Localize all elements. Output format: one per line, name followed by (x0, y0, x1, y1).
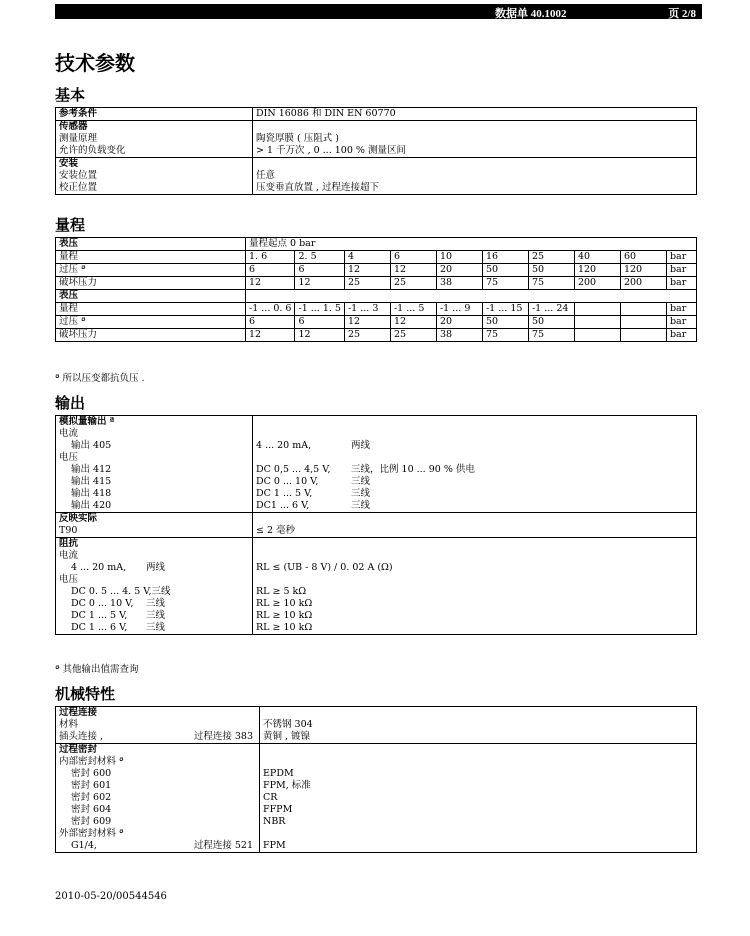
range-cell: 12 (344, 316, 390, 329)
span-label: 量程 (56, 251, 246, 264)
range-cell: 25 (528, 251, 574, 264)
imp-v1-wire: 三线 (151, 586, 171, 597)
imp-v2-value: RL ≥ 10 kΩ (256, 598, 313, 609)
page-number: 页 2/8 (668, 8, 696, 20)
range-cell: -1 ... 15 (482, 303, 528, 316)
range-cell: 6 (295, 264, 344, 277)
load-label: 允许的负载变化 (59, 145, 126, 156)
imp-v3: DC 1 ... 5 V, (71, 610, 128, 621)
range-cell: 12 (246, 329, 295, 342)
gauge-start: 量程起点 0 bar (246, 238, 697, 251)
range-cell: 20 (436, 264, 482, 277)
range-cell (574, 329, 620, 342)
unit-cell: bar (666, 264, 696, 277)
seal-600-value: EPDM (263, 768, 294, 779)
imp-v4: DC 1 ... 6 V, (71, 622, 128, 633)
range-cell: 2. 5 (295, 251, 344, 264)
range-cell: -1 ... 1. 5 (295, 303, 344, 316)
range-cell: 20 (436, 316, 482, 329)
seal-label: 过程密封 (59, 744, 98, 755)
plug-value: 黄铜 , 镀镍 (263, 731, 311, 742)
range-cell: 50 (482, 316, 528, 329)
over-label: 过压 ª (56, 316, 246, 329)
unit-cell: bar (666, 277, 696, 290)
unit-cell: bar (666, 329, 696, 342)
sensor-label: 传感器 (59, 121, 88, 132)
range-cell: 25 (344, 277, 390, 290)
range-cell: 50 (482, 264, 528, 277)
g14-conn: 过程连接 521 (193, 840, 253, 851)
imp-current-label: 电流 (59, 550, 79, 561)
range-cell (620, 329, 666, 342)
t90-value: ≤ 2 毫秒 (256, 525, 296, 536)
inner-seal-label: 内部密封材料 ª (59, 756, 124, 767)
range-cell: 12 (295, 329, 344, 342)
material-value: 不锈钢 304 (263, 719, 313, 730)
imp-v3-wire: 三线 (146, 610, 166, 621)
range-cell: 10 (436, 251, 482, 264)
load-value: > 1 千万次 , 0 ... 100 % 测量区间 (256, 145, 406, 156)
position-label: 安装位置 (59, 170, 98, 181)
range-cell: 200 (620, 277, 666, 290)
range-cell: 6 (246, 316, 295, 329)
imp-v3-value: RL ≥ 10 kΩ (256, 610, 313, 621)
install-label: 安装 (59, 158, 79, 169)
page-title: 技术参数 (55, 51, 135, 75)
range-cell: -1 ... 0. 6 (246, 303, 295, 316)
conn-label: 过程连接 (59, 707, 98, 718)
seal-609-value: NBR (263, 816, 286, 827)
range-cell: -1 ... 9 (436, 303, 482, 316)
section-basic-heading: 基本 (55, 86, 86, 104)
section-range-heading: 量程 (55, 216, 86, 234)
plug-label: 插头连接 , (59, 731, 104, 742)
g14-value: FPM (263, 840, 286, 851)
range-cell: 200 (574, 277, 620, 290)
unit-cell: bar (666, 251, 696, 264)
o418-wire: 三线 (351, 488, 371, 499)
output-418: 输出 418 (71, 488, 112, 499)
range-cell: 6 (246, 264, 295, 277)
seal-602-value: CR (263, 792, 278, 803)
imp-v4-wire: 三线 (146, 622, 166, 633)
calibration-label: 校正位置 (59, 182, 98, 193)
output-420: 输出 420 (71, 500, 112, 511)
range-cell: 25 (390, 329, 436, 342)
voltage-label: 电压 (59, 452, 79, 463)
unit-cell: bar (666, 316, 696, 329)
plug-conn: 过程连接 383 (193, 731, 253, 742)
range-cell: 50 (528, 264, 574, 277)
ref-value: DIN 16086 和 DIN EN 60770 (253, 108, 697, 121)
imp-v2-wire: 三线 (146, 598, 166, 609)
range-cell: -1 ... 3 (344, 303, 390, 316)
imp-v1-value: RL ≥ 5 kΩ (256, 586, 307, 597)
mech-table (55, 706, 697, 853)
o405-wire: 两线 (351, 440, 371, 451)
seal-601: 密封 601 (71, 780, 112, 791)
range-cell: 50 (528, 316, 574, 329)
principle-value: 陶瓷厚膜 ( 压阻式 ) (256, 133, 339, 144)
position-value: 任意 (256, 170, 276, 181)
imp-voltage-label: 电压 (59, 574, 79, 585)
range-cell: 6 (390, 251, 436, 264)
footer-date: 2010-05-20/00544546 (55, 891, 167, 902)
range-cell: 120 (574, 264, 620, 277)
range-cell: 75 (528, 329, 574, 342)
range-cell: 75 (482, 329, 528, 342)
range-cell: 16 (482, 251, 528, 264)
seal-602: 密封 602 (71, 792, 112, 803)
o415-value: DC 0 ... 10 V, (256, 476, 319, 487)
o420-wire: 三线 (351, 500, 371, 511)
output-415: 输出 415 (71, 476, 112, 487)
imp-c1-wire: 两线 (146, 562, 166, 573)
gauge-label: 表压 (56, 238, 246, 251)
doc-number: 数据单 40.1002 (495, 8, 567, 20)
imp-c1: 4 ... 20 mA, (71, 562, 127, 573)
seal-604: 密封 604 (71, 804, 112, 815)
burst-label: 破坏压力 (56, 277, 246, 290)
section-mech-heading: 机械特性 (55, 685, 116, 703)
range-cell: 6 (295, 316, 344, 329)
seal-604-value: FFPM (263, 804, 293, 815)
current-label: 电流 (59, 428, 79, 439)
ref-label: 参考条件 (56, 108, 253, 121)
impedance-label: 阻抗 (59, 538, 79, 549)
range-cell: 12 (390, 264, 436, 277)
o412-wire: 三线，比例 10 ... 90 % 供电 (351, 464, 475, 475)
range-cell: 60 (620, 251, 666, 264)
range-cell: 120 (620, 264, 666, 277)
output-note: ª 其他输出值需查询 (55, 664, 139, 675)
output-table (55, 415, 697, 635)
range-cell (620, 316, 666, 329)
o415-wire: 三线 (351, 476, 371, 487)
imp-v1: DC 0. 5 ... 4. 5 V, (71, 586, 152, 597)
range-cell: 38 (436, 277, 482, 290)
output-412: 输出 412 (71, 464, 112, 475)
g14-label: G1/4, (71, 840, 97, 851)
range-note: ª 所以压变都抗负压 . (55, 373, 145, 384)
seal-600: 密封 600 (71, 768, 112, 779)
burst-label: 破坏压力 (56, 329, 246, 342)
range-cell: 12 (246, 277, 295, 290)
range-cell: 4 (344, 251, 390, 264)
principle-label: 测量原理 (59, 133, 98, 144)
over-label: 过压 ª (56, 264, 246, 277)
range-cell: 12 (295, 277, 344, 290)
range-cell: 25 (390, 277, 436, 290)
outer-seal-label: 外部密封材料 ª (59, 828, 124, 839)
material-label: 材料 (59, 719, 79, 730)
unit-cell: bar (666, 303, 696, 316)
seal-609: 密封 609 (71, 816, 112, 827)
section-output-heading: 输出 (55, 394, 86, 412)
o412-value: DC 0,5 ... 4,5 V, (256, 464, 331, 475)
response-label: 反映实际 (59, 513, 98, 524)
range-cell (574, 303, 620, 316)
span-label: 量程 (56, 303, 246, 316)
vac-label: 表压 (56, 290, 246, 303)
range-cell: 75 (482, 277, 528, 290)
imp-v2: DC 0 ... 10 V, (71, 598, 134, 609)
o420-value: DC1 ... 6 V, (256, 500, 310, 511)
range-cell: 12 (344, 264, 390, 277)
analog-label: 模拟量输出 ª (59, 416, 115, 427)
range-cell: 25 (344, 329, 390, 342)
range-cell: 12 (390, 316, 436, 329)
range-cell (574, 316, 620, 329)
range-cell (620, 303, 666, 316)
range-cell: 75 (528, 277, 574, 290)
seal-601-value: FPM, 标准 (263, 780, 311, 791)
t90-label: T90 (59, 525, 78, 536)
header-bar (55, 4, 702, 19)
range-cell: 1. 6 (246, 251, 295, 264)
o418-value: DC 1 ... 5 V, (256, 488, 313, 499)
range-cell: -1 ... 24 (528, 303, 574, 316)
output-405: 输出 405 (71, 440, 112, 451)
range-cell: -1 ... 5 (390, 303, 436, 316)
o405-value: 4 ... 20 mA, (256, 440, 312, 451)
range-table (55, 237, 697, 342)
basic-table (55, 107, 697, 195)
range-cell: 38 (436, 329, 482, 342)
imp-c1-value: RL ≤ (UB - 8 V) / 0. 02 A (Ω) (256, 562, 393, 573)
imp-v4-value: RL ≥ 10 kΩ (256, 622, 313, 633)
range-cell: 40 (574, 251, 620, 264)
calibration-value: 压变垂直放置 , 过程连接超下 (256, 182, 380, 193)
